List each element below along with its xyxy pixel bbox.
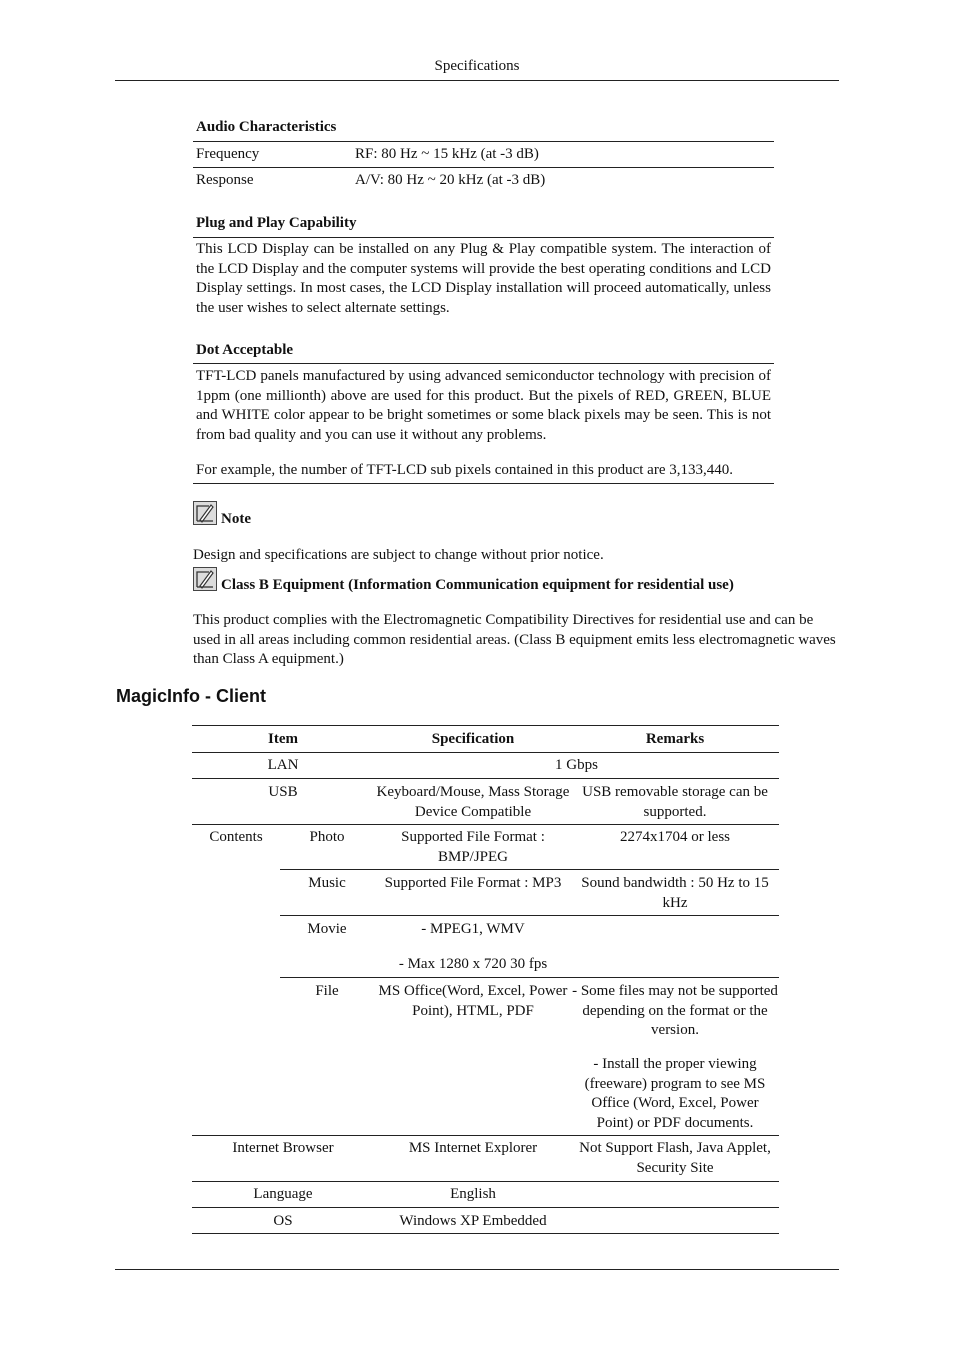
audio-section-title: Audio Characteristics	[196, 119, 337, 135]
movie-spec-1: - MPEG1, WMV	[421, 921, 525, 937]
usb-item: USB	[268, 784, 298, 800]
note-label: Note	[221, 511, 251, 527]
table-top-rule	[192, 725, 779, 726]
table-header-spec: Specification	[431, 731, 515, 747]
pnp-paragraph: This LCD Display can be installed on any Plug & Play compatible system. The interaction of the LCD Display and the computer systems will provide the best operating conditions and LCD Display settings. In most cases, the LCD Display installation will proceed automatically, unless the user wishes to select alternate settings.	[196, 241, 771, 316]
lan-rule	[192, 778, 779, 779]
photo-remarks: 2274x1704 or less	[620, 829, 730, 845]
table-bottom-rule	[192, 1233, 779, 1234]
music-spec: Supported File Format : MP3	[384, 875, 562, 891]
browser-rule	[192, 1181, 779, 1182]
file-remarks-2: - Install the proper viewing (freeware) program to see MS Office (Word, Excel, Power Point) or PDF documents.	[584, 1056, 766, 1131]
header-divider	[115, 80, 839, 81]
browser-item: Internet Browser	[232, 1140, 334, 1156]
music-item: Music	[308, 875, 346, 891]
dot-section-title: Dot Acceptable	[196, 342, 294, 358]
language-item: Language	[253, 1186, 313, 1202]
music-rule	[280, 915, 779, 916]
language-rule	[192, 1207, 779, 1208]
class-b-icon	[193, 567, 217, 591]
audio-frequency-label: Frequency	[196, 146, 260, 162]
contents-label: Contents	[209, 829, 263, 845]
dot-paragraph-1: TFT-LCD panels manufactured by using advanced semiconductor technology with precision of 1ppm (one millionth) above are used for this product. But the pixels of RED, GREEN, BLUE and WHITE color appear to be bright sometimes or some black pixels may be seen. This is not from bad quality and you can use it without any problems.	[196, 368, 771, 443]
audio-row-rule	[193, 167, 774, 168]
browser-remarks: Not Support Flash, Java Applet, Security Site	[579, 1140, 771, 1176]
file-remarks-1: - Some files may not be supported depending on the format or the version.	[572, 983, 778, 1038]
browser-spec: MS Internet Explorer	[408, 1140, 538, 1156]
usb-remarks: USB removable storage can be supported.	[582, 784, 768, 820]
file-item: File	[315, 983, 339, 999]
movie-item: Movie	[307, 921, 347, 937]
photo-rule	[280, 869, 779, 870]
contents-rule	[192, 1135, 779, 1136]
file-spec: MS Office(Word, Excel, Power Point), HTML, PDF	[378, 983, 568, 1019]
os-item: OS	[273, 1213, 293, 1229]
table-header-rule	[192, 752, 779, 753]
photo-item: Photo	[309, 829, 345, 845]
lan-item: LAN	[267, 757, 299, 773]
photo-spec: Supported File Format : BMP/JPEG	[401, 829, 545, 865]
usb-spec: Keyboard/Mouse, Mass Storage Device Compatible	[376, 784, 570, 820]
pnp-top-rule	[193, 237, 774, 238]
movie-spec-2: - Max 1280 x 720 30 fps	[398, 956, 548, 972]
usb-rule	[192, 824, 779, 825]
audio-response-label: Response	[196, 172, 254, 188]
dot-top-rule	[193, 363, 774, 364]
lan-spec: 1 Gbps	[555, 757, 598, 773]
os-spec: Windows XP Embedded	[399, 1213, 547, 1229]
class-b-text: This product complies with the Electromagnetic Compatibility Directives for residential use and can be used in all areas including common residential areas. (Class B equipment emits less electromagnetic waves than Class A equipment.)	[193, 612, 836, 667]
pnp-section-title: Plug and Play Capability	[196, 215, 357, 231]
audio-response-value: A/V: 80 Hz ~ 20 kHz (at -3 dB)	[355, 172, 546, 188]
note-text: Design and specifications are subject to change without prior notice.	[193, 547, 604, 563]
audio-frequency-value: RF: 80 Hz ~ 15 kHz (at -3 dB)	[355, 146, 539, 162]
magicinfo-heading: MagicInfo - Client	[116, 686, 266, 706]
language-spec: English	[450, 1186, 496, 1202]
audio-top-rule	[193, 141, 774, 142]
dot-paragraph-2: For example, the number of TFT-LCD sub pixels contained in this product are 3,133,440.	[196, 462, 733, 478]
music-remarks: Sound bandwidth : 50 Hz to 15 kHz	[581, 875, 769, 911]
table-header-remarks: Remarks	[645, 731, 705, 747]
note-icon	[193, 501, 217, 525]
class-b-label: Class B Equipment (Information Communication equipment for residential use)	[221, 577, 734, 593]
dot-bottom-rule	[193, 483, 774, 484]
movie-rule	[280, 977, 779, 978]
footer-divider	[115, 1269, 839, 1270]
page-header-title: Specifications	[434, 58, 520, 74]
table-header-item: Item	[268, 731, 298, 747]
